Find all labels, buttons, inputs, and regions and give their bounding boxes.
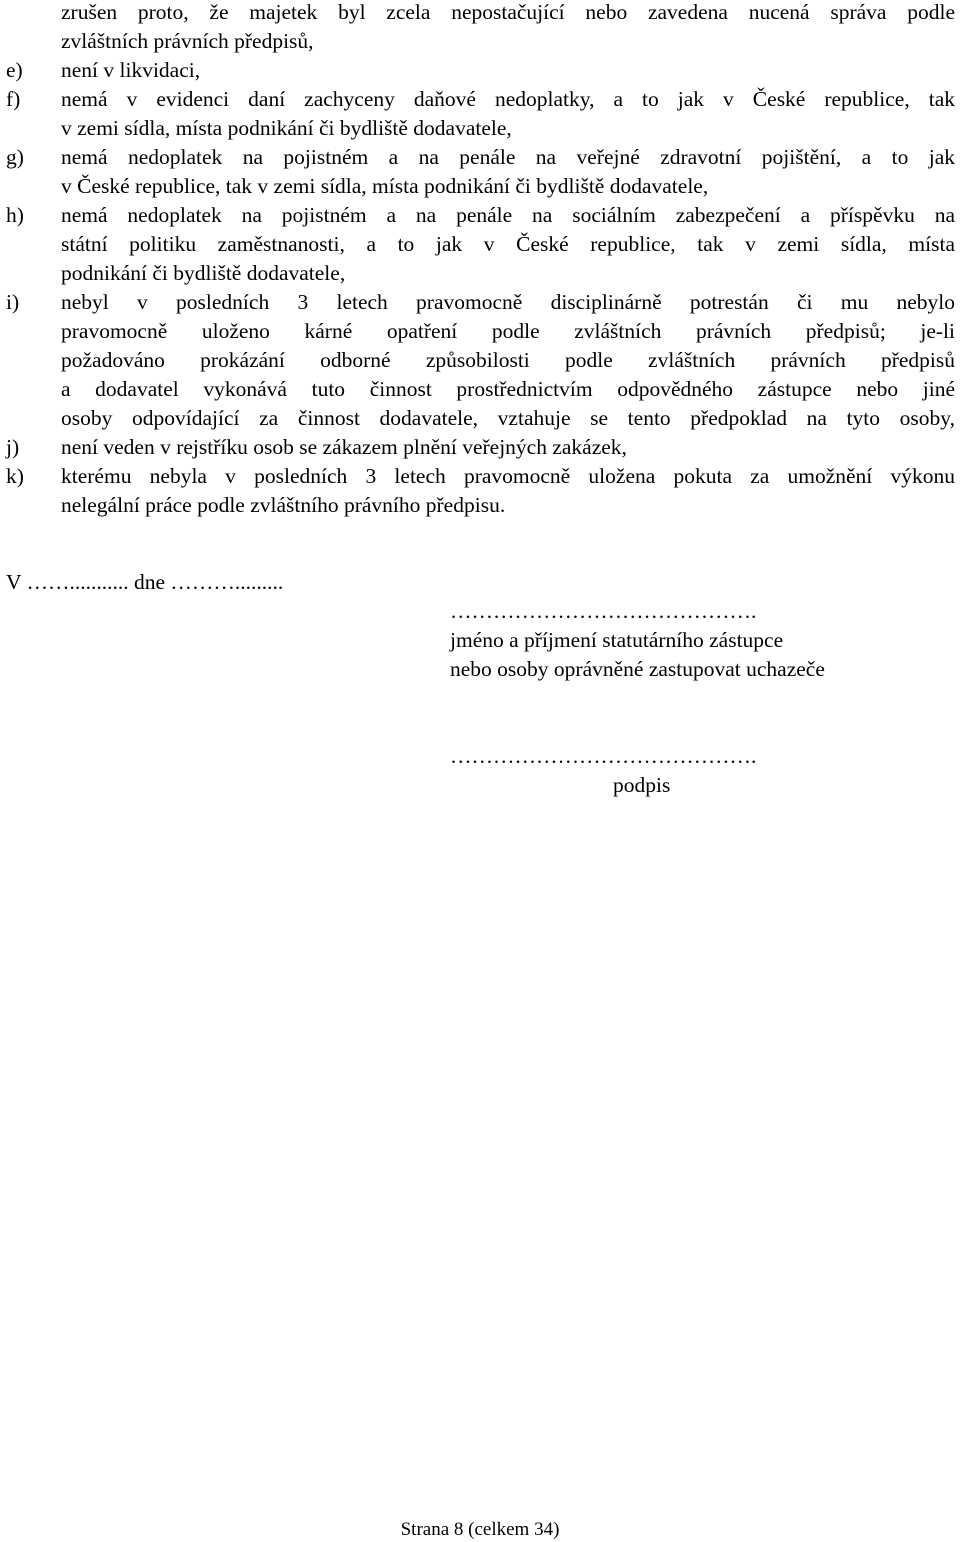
item-label-i: i) <box>6 290 20 314</box>
item-label-h: h) <box>6 203 24 227</box>
name-caption-2: nebo osoby oprávněné zastupovat uchazeče <box>450 657 825 681</box>
item-label-k: k) <box>6 464 24 488</box>
item-text-h: státní politiku zaměstnanosti, a to jak v České republice, tak v zemi sídla, místa <box>61 232 955 256</box>
item-text-i: a dodavatel vykonává tuto činnost prostřednictvím odpovědného zástupce nebo jiné <box>61 377 955 401</box>
item-label-g: g) <box>6 145 24 169</box>
item-text-g: v České republice, tak v zemi sídla, místa podnikání či bydliště dodavatele, <box>61 174 709 198</box>
continuation-line: zvláštních právních předpisů, <box>61 29 314 53</box>
item-text-j: není veden v rejstříku osob se zákazem plnění veřejných zakázek, <box>61 435 627 459</box>
item-text-h: nemá nedoplatek na pojistném a na penále na sociálním zabezpečení a příspěvku na <box>61 203 955 227</box>
signature-caption: podpis <box>613 773 671 797</box>
item-text-i: pravomocně uloženo kárné opatření podle zvláštních právních předpisů; je-li <box>61 319 955 343</box>
item-text-i: nebyl v posledních 3 letech pravomocně disciplinárně potrestán či mu nebylo <box>61 290 955 314</box>
place-date-line: V ……........... dne ………......... <box>6 570 284 594</box>
item-label-f: f) <box>6 87 21 111</box>
signature-dotted-line: ……………………………………. <box>450 744 757 768</box>
item-label-e: e) <box>6 58 23 82</box>
item-label-j: j) <box>6 435 20 459</box>
item-text-g: nemá nedoplatek na pojistném a na penále na veřejné zdravotní pojištění, a to jak <box>61 145 955 169</box>
item-text-k: kterému nebyla v posledních 3 letech pravomocně uložena pokuta za umožnění výkonu <box>61 464 955 488</box>
item-text-i: požadováno prokázání odborné způsobilosti podle zvláštních právních předpisů <box>61 348 955 372</box>
item-text-k: nelegální práce podle zvláštního právního předpisu. <box>61 493 506 517</box>
item-text-f: v zemi sídla, místa podnikání či bydliště dodavatele, <box>61 116 512 140</box>
item-text-h: podnikání či bydliště dodavatele, <box>61 261 346 285</box>
item-text-e: není v likvidaci, <box>61 58 201 82</box>
continuation-line: zrušen proto, že majetek byl zcela nepostačující nebo zavedena nucená správa podle <box>61 0 955 24</box>
item-text-f: nemá v evidenci daní zachyceny daňové nedoplatky, a to jak v České republice, tak <box>61 87 955 111</box>
name-dotted-line: ……………………………………. <box>450 599 757 623</box>
item-text-i: osoby odpovídající za činnost dodavatele, vztahuje se tento předpoklad na tyto osoby, <box>61 406 955 430</box>
page-footer: Strana 8 (celkem 34) <box>400 1519 560 1540</box>
name-caption-1: jméno a příjmení statutárního zástupce <box>450 628 784 652</box>
